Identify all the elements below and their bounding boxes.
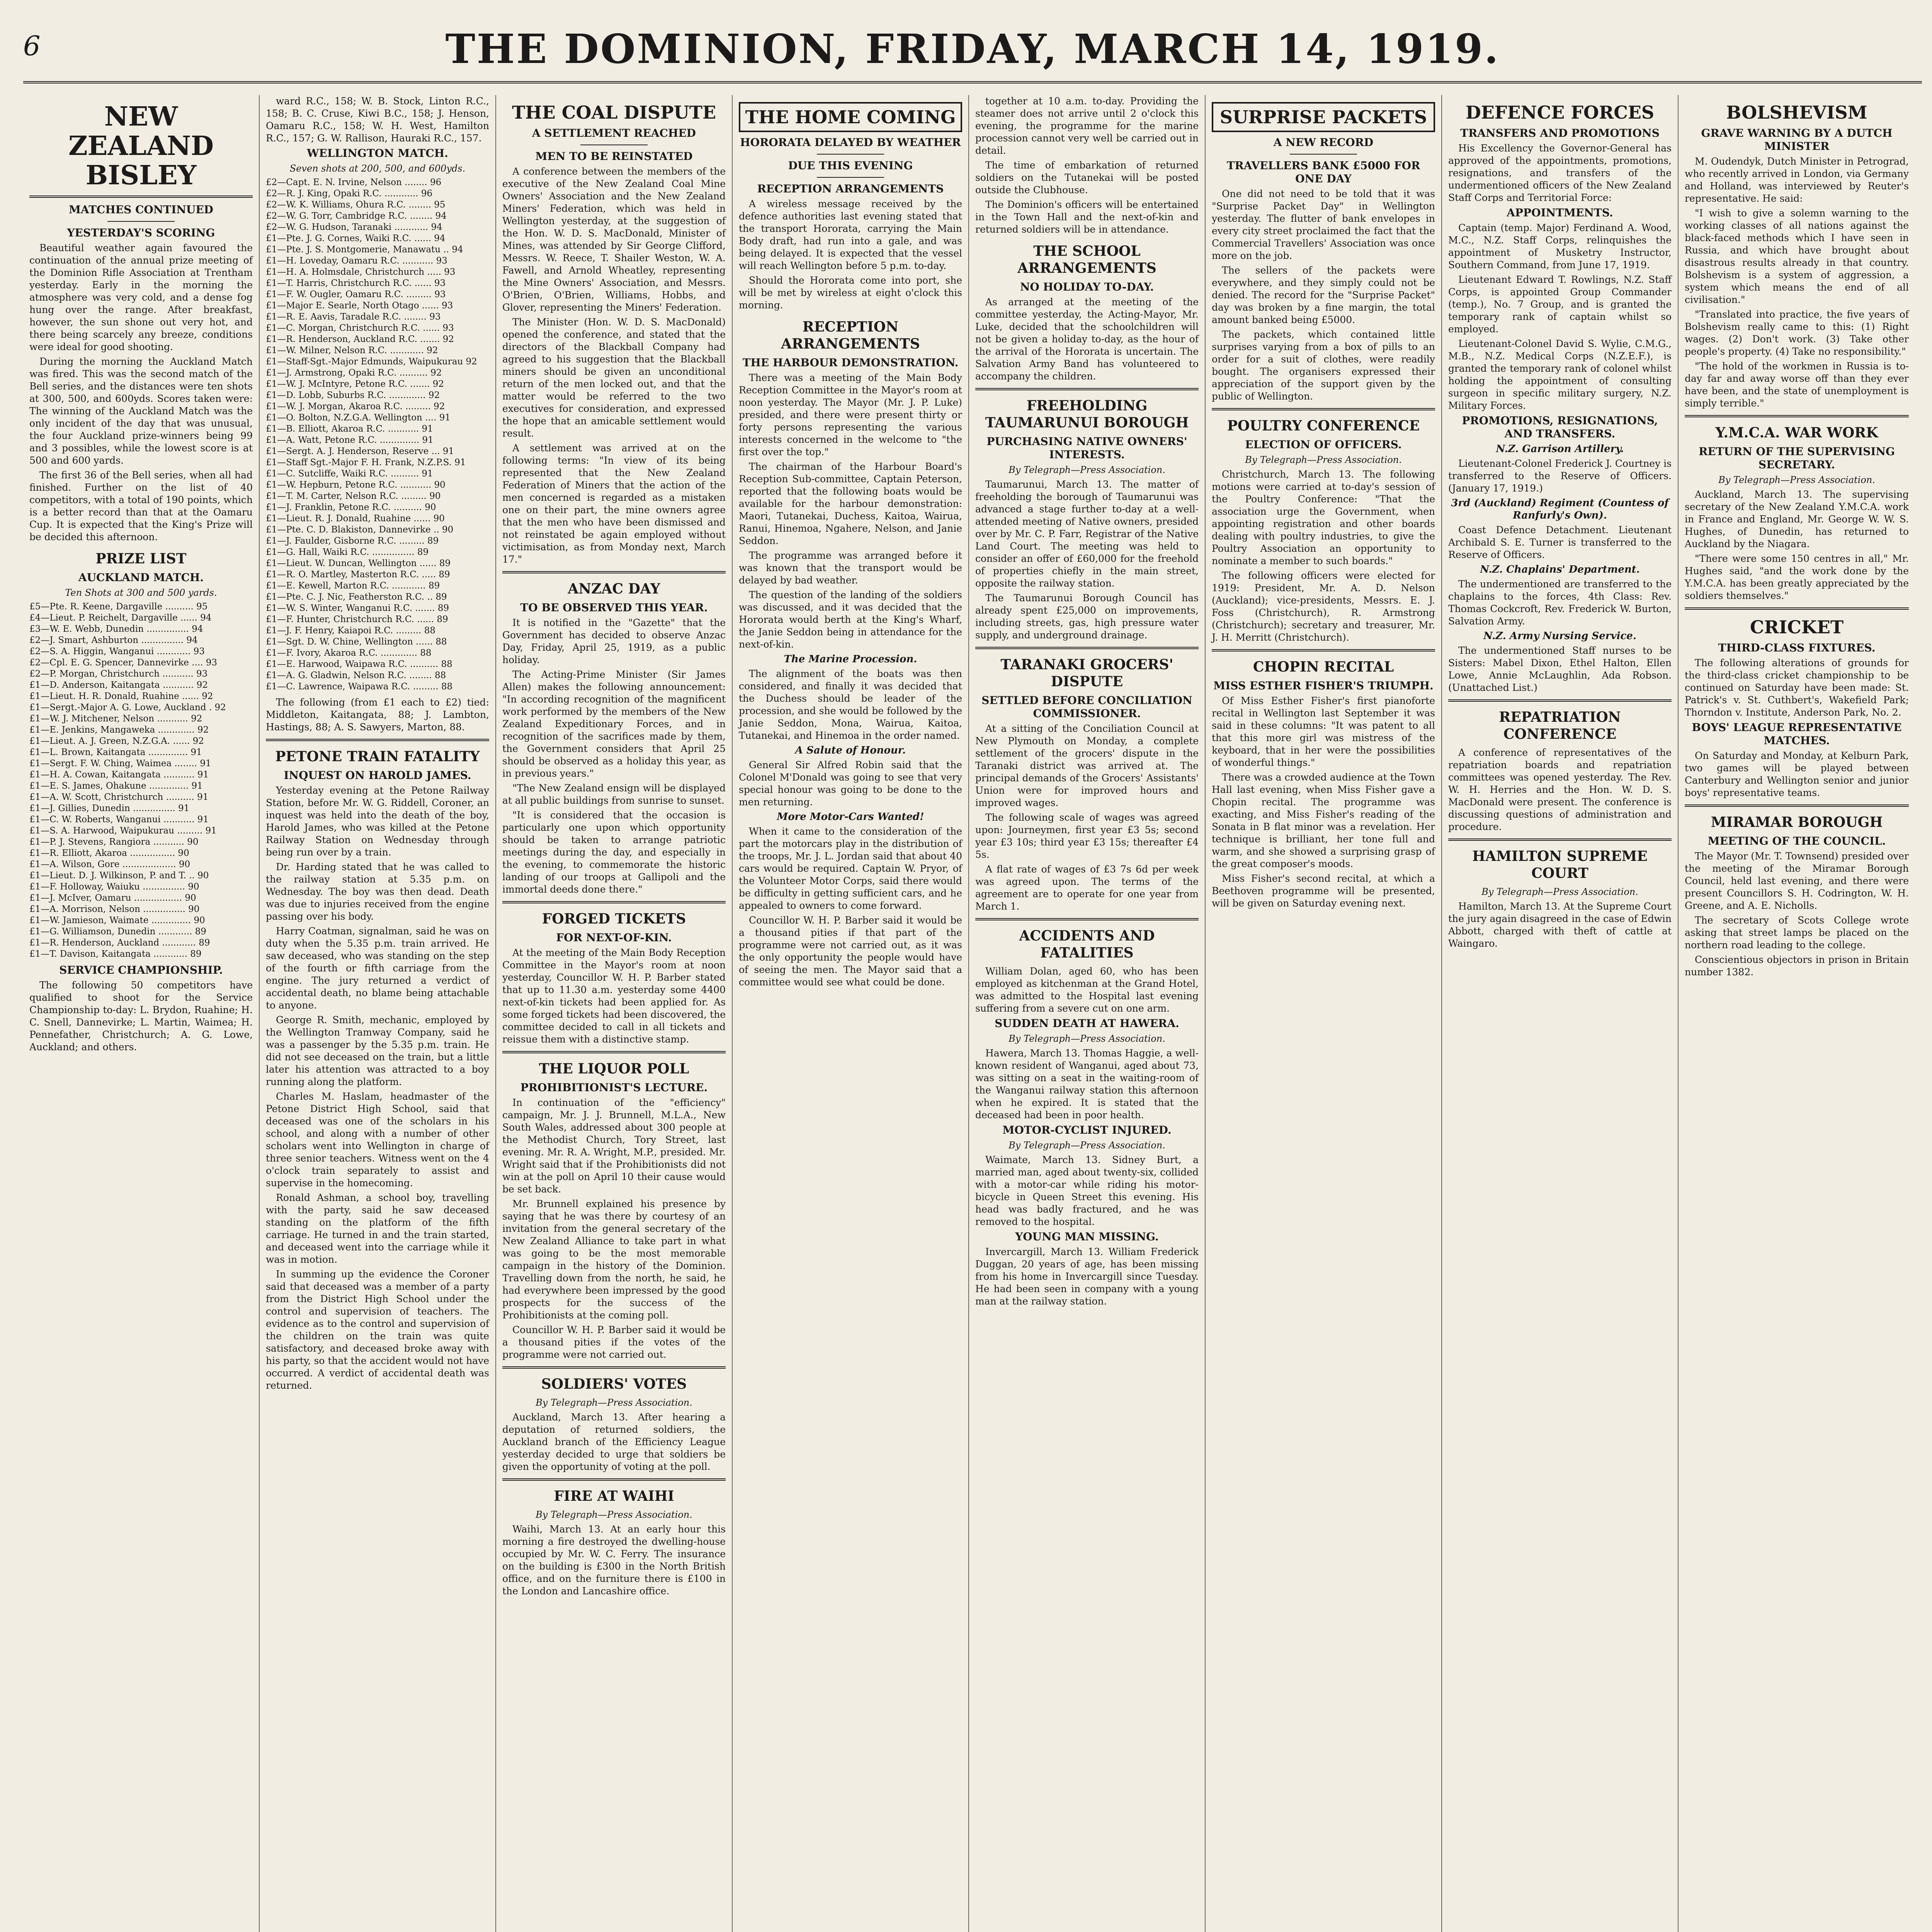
match-distance: Ten Shots at 300 and 500 yards.	[65, 587, 217, 598]
article-paragraph: Hamilton, March 13. At the Supreme Court the jury again disagreed in the case of Edwin Abbott, charged with theft of cattle at Waingaro.	[1448, 901, 1672, 949]
list-item: £1—G. Hall, Waiki R.C. ............... 89	[266, 547, 429, 557]
list-item: £1—E. Harwood, Waipawa R.C. .......... 88	[266, 659, 452, 669]
section-heading: SERVICE CHAMPIONSHIP.	[59, 964, 223, 976]
section-subheading: N.Z. Garrison Artillery.	[1496, 443, 1624, 455]
article-paragraph: The sellers of the packets were everywhere, and they simply could not be denied. The record for the "Surprise Packet" day was broken by a fine margin, the total amount banked being £5000.	[1212, 265, 1435, 325]
byline: By Telegraph—Press Association.	[1481, 886, 1638, 897]
prize-list	[29, 601, 253, 960]
column-7	[1442, 95, 1679, 1932]
list-item: £1—W. J. Morgan, Akaroa R.C. ......... 92	[266, 401, 445, 412]
article-paragraph: Christchurch, March 13. The following motions were carried at to-day's session of the Poultry Conference: "That the association urge the Government, when appointing registration and other boards dealing with poultry industries, to give the Poultry Association an opportunity to nominate a member to such boards."	[1212, 469, 1435, 566]
article-paragraph: Lieutenant-Colonel David S. Wylie, C.M.G., M.B., N.Z. Medical Corps (N.Z.E.F.), is granted the temporary rank of colonel whilst holding the appointment of consulting surgeon in specific military surgery, N.Z. Military Forces.	[1448, 338, 1672, 411]
subheading: YOUNG MAN MISSING.	[1015, 1230, 1159, 1243]
article-paragraph: The packets, which contained little surprises varying from a box of pills to an order for a suit of clothes, were readily bought. The organisers expressed their appreciation of the support given by the public of Wellington.	[1212, 329, 1435, 402]
list-item: £1—E. Kewell, Marton R.C. ............ 89	[266, 581, 440, 591]
article-paragraph: Invercargill, March 13. William Frederick Duggan, 20 years of age, has been missing from his home in Invercargill since Tuesday. He had been seen in company with a young man at the railway station.	[975, 1246, 1199, 1307]
subheading: INQUEST ON HAROLD JAMES.	[284, 769, 471, 782]
article-paragraph: "The hold of the workmen in Russia is to-day far and away worse off than they ever have been, and the state of unemployment is simply terrible."	[1685, 361, 1909, 409]
prize-list-heading: PRIZE LIST	[95, 551, 187, 567]
list-item: £1—J. Armstrong, Opaki R.C. .......... 92	[266, 368, 442, 378]
list-item: £1—Lieut. A. J. Green, N.Z.G.A. ...... 92	[29, 736, 204, 746]
article-paragraph: A flat rate of wages of £3 7s 6d per week was agreed upon. The terms of the agreement are to operate for one year from March 1.	[975, 864, 1199, 912]
list-item: £1—Lieut. R. J. Donald, Ruahine ...... 90	[266, 514, 445, 524]
section-heading: YESTERDAY'S SCORING	[67, 226, 215, 239]
article-paragraph: "It is considered that the occasion is particularly one upon which opportunity should be taken to arrange patriotic meetings during the day, and especially in the evening, to commemorate the historic landing of our troops at Gallipoli and the immortal deeds done there."	[502, 810, 726, 895]
article-headline-hamilton: HAMILTON SUPREME COURT	[1472, 848, 1648, 881]
article-paragraph: It is notified in the "Gazette" that the Government has decided to observe Anzac Day, Friday, April 25, 1919, as a public holiday.	[502, 617, 726, 665]
list-item: £1—E. Jenkins, Mangaweka ............. 92	[29, 725, 209, 735]
byline: By Telegraph—Press Association.	[1718, 474, 1875, 485]
divider	[1685, 415, 1909, 417]
column-6	[1206, 95, 1442, 1932]
list-item: £1—Pte. J. G. Cornes, Waiki R.C. ...... 94	[266, 233, 446, 243]
article-headline-ymca: Y.M.C.A. WAR WORK	[1715, 425, 1878, 441]
subheading: ELECTION OF OFFICERS.	[1245, 438, 1402, 451]
article-paragraph: "Translated into practice, the five years of Bolshevism really came to this: (1) Right wages. (2) Don't work. (3) Take other people's property. (4) Take no responsibility."	[1685, 309, 1909, 357]
divider	[502, 901, 726, 903]
columns	[23, 95, 1922, 1932]
match-distance: Seven shots at 200, 500, and 600yds.	[289, 163, 466, 174]
list-item: £1—J. Faulder, Gisborne R.C. ......... 89	[266, 536, 439, 546]
list-item: £3—W. E. Webb, Dunedin ............... 94	[29, 624, 203, 634]
article-paragraph: At the meeting of the Main Body Reception Committee in the Mayor's room at noon yesterday, Councillor W. H. P. Barber stated that up to 11.30 a.m. yesterday some 4400 next-of-kin tickets had been applied for. As some forged tickets had been discovered, the committee decided to call in all tickets and reissue them with a distinctive stamp.	[502, 947, 726, 1045]
list-item: £1—Pte. J. S. Montgomerie, Manawatu .. 94	[266, 245, 463, 255]
divider	[107, 221, 174, 222]
list-item: £1—A. Watt, Petone R.C. .............. 91	[266, 435, 434, 445]
article-paragraph: The Taumarunui Borough Council has already spent £25,000 on improvements, including streets, gas, high pressure water supply, and underground drainage.	[975, 592, 1199, 641]
article-paragraph: A conference between the members of the executive of the New Zealand Coal Mine Owners' Association and the New Zealand Miners' Federation, which was held in Wellington yesterday, at the suggestion of the Hon. W. D. S. MacDonald, Minister of Mines, was attended by Sir George Clifford, Messrs. W. Reece, T. Shailer Weston, W. A. Fawell, and Arnold Wheatley, representing the Mine Owners' Association, and Messrs. O'Brien, O'Brien, Williams, Hobbs, and Glover, representing the Miners' Federation.	[502, 166, 726, 313]
list-item: £1—J. Gillies, Dunedin ............... 91	[29, 803, 190, 813]
list-item: £2—W. K. Williams, Ohura R.C. ........ 95	[266, 200, 446, 210]
article-paragraph: Should the Hororata come into port, she will be met by wireless at eight o'clock this morning.	[739, 275, 962, 311]
article-paragraph: The following scale of wages was agreed upon: Journeymen, first year £3 5s; second year £3 10s; third year £3 15s; thereafter £4 5s.	[975, 812, 1199, 860]
column-2	[260, 95, 496, 1932]
section-heading: PROMOTIONS, RESIGNATIONS, AND TRANSFERS.	[1462, 414, 1658, 440]
subheading: MEETING OF THE COUNCIL.	[1708, 835, 1886, 847]
list-item: £1—Sergt. F. W. Ching, Waimea ........ 91	[29, 759, 211, 769]
list-item: £1—W. J. Mitchener, Nelson ........... 92	[29, 714, 202, 724]
list-item: £1—H. A. Holmsdale, Christchurch ..... 93	[266, 267, 456, 277]
article-paragraph: "I wish to give a solemn warning to the working classes of all nations against the black-faced methods which I have seen in Russia, and which have brought about disastrous results already in that country. Bolshevism is a system of aggression, a system which means the end of all civilisation."	[1685, 207, 1909, 305]
article-paragraph: Dr. Harding stated that he was called to the railway station at 5.35 p.m. on Wednesday. The boy was then dead. Death was due to injuries received from the engine passing over his body.	[266, 861, 489, 922]
article-paragraph: Coast Defence Detachment. Lieutenant Archibald S. E. Turner is transferred to the Reserve of Officers.	[1448, 524, 1672, 560]
subheading: THE HARBOUR DEMONSTRATION.	[742, 356, 959, 369]
article-headline-grocers: TARANAKI GROCERS' DISPUTE	[1000, 656, 1173, 690]
list-item: £1—F. Ivory, Akaroa R.C. ............. 88	[266, 648, 432, 658]
article-paragraph: There was a meeting of the Main Body Reception Committee in the Mayor's room at noon yesterday. The Mayor (Mr. J. P. Luke) presided, and there were present thirty or forty persons representing the various interests concerned in the welcome to "the first over the top."	[739, 372, 962, 457]
list-item: £1—Major E. Searle, North Otago ...... 93	[266, 301, 453, 311]
article-headline-miramar: MIRAMAR BOROUGH	[1711, 814, 1883, 830]
article-headline-home-coming: THE HOME COMING	[739, 102, 962, 132]
article-paragraph: Councillor W. H. P. Barber said it would be a thousand pities if that part of the programme were not carried out, as it was the only opportunity the people would have of seeing the men. The Mayor said that a committee would see what could be done.	[739, 915, 962, 988]
column-3	[496, 95, 733, 1932]
subheading: RETURN OF THE SUPERVISING SECRETARY.	[1699, 445, 1895, 471]
article-paragraph: One did not need to be told that it was "Surprise Packet Day" in Wellington yesterday. The flutter of bank envelopes in every city street proclaimed the fact that the Commercial Travellers' Association was once more on the job.	[1212, 188, 1435, 261]
divider	[502, 571, 726, 573]
list-item: £1—A. Morrison, Nelson ............... 90	[29, 904, 200, 914]
list-item: £5—Pte. R. Keene, Dargaville .......... 95	[29, 602, 208, 612]
prize-list	[266, 177, 489, 692]
divider	[502, 1478, 726, 1481]
article-paragraph: When it came to the consideration of the part the motorcars play in the distribution of the troops, Mr. J. L. Jordan said that about 40 cars would be required. Captain W. Pryor, of the Volunteer Motor Corps, said there would be difficulty in getting sufficient cars, and he appealed to owners to come forward.	[739, 826, 962, 911]
divider	[1685, 804, 1909, 807]
list-item: £1—Sergt.-Major A. G. Lowe, Auckland . 92	[29, 702, 226, 713]
list-item: £2—W. G. Hudson, Taranaki ............ 94	[266, 222, 442, 232]
list-item: £1—T. Harris, Christchurch R.C. ...... 93	[266, 278, 446, 288]
divider	[817, 154, 884, 155]
article-paragraph: M. Oudendyk, Dutch Minister in Petrograd, who recently arrived in London, via Germany and Holland, was interviewed by Reuter's representative. He said:	[1685, 156, 1909, 204]
section-heading: APPOINTMENTS.	[1507, 206, 1613, 219]
article-paragraph: Ronald Ashman, a school boy, travelling with the party, said he saw deceased standing on the platform of the fifth carriage. He turned in and the train started, and deceased went into the carriage while it was in motion.	[266, 1192, 489, 1265]
list-item: £1—S. A. Harwood, Waipukurau ......... 91	[29, 826, 217, 836]
list-item: £1—W. S. Winter, Wanganui R.C. ....... 89	[266, 603, 449, 613]
list-item: £1—D. Lobb, Suburbs R.C. ............. 92	[266, 390, 440, 400]
list-item: £1—Sgt. D. W. Chine, Wellington ...... 88	[266, 637, 447, 647]
article-paragraph: Auckland, March 13. After hearing a deputation of returned soldiers, the Auckland branch of the Efficiency League yesterday decided to urge that soldiers be given the opportunity of voting at the poll.	[502, 1412, 726, 1472]
article-paragraph: Waimate, March 13. Sidney Burt, a married man, aged about twenty-six, collided with a motor-car while riding his motor-bicycle in Queen Street this evening. His head was badly fractured, and he was removed to the hospital.	[975, 1154, 1199, 1227]
list-item: £1—H. Loveday, Oamaru R.C. ........... 93	[266, 256, 447, 266]
list-item: £1—P. J. Stevens, Rangiora ........... 90	[29, 837, 199, 847]
byline: By Telegraph—Press Association.	[1009, 464, 1165, 475]
section-heading: RECEPTION ARRANGEMENTS	[781, 319, 920, 352]
article-paragraph: At a sitting of the Conciliation Council at New Plymouth on Monday, a complete settlement of the grocers' dispute in the Taranaki district was arrived at. The principal demands of the Grocers' Assistants' Union were for improved hours and improved wages.	[975, 723, 1199, 808]
article-paragraph: Waihi, March 13. At an early hour this morning a fire destroyed the dwelling-house occupied by Mr. W. C. Ferry. The insurance on the building is £300 in the North British office, and on the furniture there is £100 in the London and Lancashire office.	[502, 1524, 726, 1597]
section-subheading: N.Z. Army Nursing Service.	[1483, 630, 1636, 642]
match-heading: WELLINGTON MATCH.	[307, 147, 448, 160]
byline: By Telegraph—Press Association.	[536, 1509, 692, 1520]
list-item: £1—W. Milner, Nelson R.C. ............ 92	[266, 345, 438, 355]
subheading: A SETTLEMENT REACHED	[532, 127, 696, 139]
subheading: DUE THIS EVENING	[788, 159, 913, 172]
list-item: £1—Lieut. W. Duncan, Wellington ...... 89	[266, 558, 451, 568]
list-item: £1—A. G. Gladwin, Nelson R.C. ........ 88	[266, 670, 446, 680]
list-item: £1—Lieut. D. J. Wilkinson, P. and T. .. 90	[29, 871, 209, 881]
article-headline-coal: THE COAL DISPUTE	[512, 102, 716, 123]
article-paragraph: The secretary of Scots College wrote asking that street lamps be placed on the northern road leading to the college.	[1685, 915, 1909, 951]
article-paragraph: "There were some 150 centres in all," Mr. Hughes said, "and the work done by the Y.M.C.A. has been greatly appreciated by the soldiers themselves."	[1685, 553, 1909, 601]
article-paragraph: "The New Zealand ensign will be displayed at all public buildings from sunrise to sunset.	[502, 782, 726, 806]
article-paragraph: William Dolan, aged 60, who has been employed as kitchenman at the Grand Hotel, was admitted to the Hospital last evening suffering from a severe cut on one arm.	[975, 966, 1199, 1014]
list-item: £1—Pte. C. J. Nic, Featherston R.C. .. 89	[266, 592, 447, 602]
divider	[502, 1366, 726, 1369]
article-headline-poultry: POULTRY CONFERENCE	[1227, 418, 1420, 434]
list-item: £2—W. G. Torr, Cambridge R.C. ........ 94	[266, 211, 447, 221]
subheading: THIRD-CLASS FIXTURES.	[1718, 641, 1876, 654]
divider	[1290, 154, 1357, 155]
list-item: £1—A. W. Scott, Christchurch .......... 91	[29, 792, 209, 802]
list-item: £1—B. Elliott, Akaroa R.C. ........... 91	[266, 424, 433, 434]
subheading: MATCHES CONTINUED	[69, 203, 213, 216]
article-headline-chopin: CHOPIN RECITAL	[1253, 659, 1394, 675]
match-heading: AUCKLAND MATCH.	[78, 571, 204, 584]
section-subheading: The Marine Procession.	[784, 653, 917, 665]
article-headline-accidents: ACCIDENTS AND FATALITIES	[1019, 928, 1155, 961]
list-item: £1—W. Jamieson, Waimate .............. 90	[29, 915, 205, 925]
article-paragraph: In summing up the evidence the Coroner said that deceased was a member of a party from the District High School under the control and supervision of teachers. The evidence as to the control and supervision of the children on the train was quite satisfactory, and deceased broke away with his party, so that the accident would not have occurred. A verdict of accidental death was returned.	[266, 1269, 489, 1391]
article-headline-bisley: NEW ZEALAND BISLEY	[68, 101, 214, 191]
article-paragraph: As arranged at the meeting of the committee yesterday, the Acting-Mayor, Mr. Luke, decided that the schoolchildren will not be given a holiday to-day, as the hour of the arrival of the Hororata is uncertain. The Salvation Army Band has volunteered to accompany the children.	[975, 296, 1199, 382]
article-paragraph: During the morning the Auckland Match was fired. This was the second match of the Bell series, and the distances were ten shots at 300, 500, and 600yds. Scores taken were: The winning of the Auckland Match was the only incident of the day that was unusual, the four Auckland prize-winners being 99 and 3 possibles, while the lowest score is at 500 and 600 yards.	[29, 356, 253, 466]
subheading: PROHIBITIONIST'S LECTURE.	[520, 1081, 708, 1094]
article-paragraph: The following (from £1 each to £2) tied: Middleton, Kaitangata, 88; J. Lambton, Hastings, 88; A. S. Sawyers, Marton, 88.	[266, 697, 489, 733]
list-item: £1—W. Hepburn, Petone R.C. ........... 90	[266, 480, 446, 490]
article-paragraph: The time of embarkation of returned soldiers on the Tutanekai will be posted outside the Clubhouse.	[975, 160, 1199, 196]
article-headline-anzac: ANZAC DAY	[568, 581, 660, 597]
article-paragraph: The Acting-Prime Minister (Sir James Allen) makes the following announcement: "In according recognition of the magnificent work performed by the members of the New Zealand Expeditionary Forces, and in recognition of the sacrifices made by them, the Government considers that April 25 should be observed as a holiday this year, as in previous years."	[502, 669, 726, 779]
list-item: £1—C. Sutcliffe, Waiki R.C. .......... 91	[266, 469, 433, 479]
article-paragraph: Mr. Brunnell explained his presence by saying that he was there by courtesy of an invitation from the general secretary of the New Zealand Alliance to take part in what was going to be the most memorable campaign in the history of the Dominion. Travelling down from the north, he said, he had everywhere been impressed by the good prospects for the success of the Prohibitionists at the coming poll.	[502, 1198, 726, 1321]
article-paragraph: Captain (temp. Major) Ferdinand A. Wood, M.C., N.Z. Staff Corps, relinquishes the appointment of Musketry Instructor, Southern Command, from June 17, 1919.	[1448, 222, 1672, 270]
list-item: £1—J. Franklin, Petone R.C. .......... 90	[266, 502, 436, 512]
article-headline-defence: DEFENCE FORCES	[1465, 102, 1655, 123]
article-paragraph: Lieutenant Edward T. Rowlings, N.Z. Staff Corps, is appointed Group Commander (temp.), No. 7 Group, and is granted the temporary rank of captain whilst so employed.	[1448, 274, 1672, 335]
article-paragraph: Of Miss Esther Fisher's first pianoforte recital in Wellington last September it was said in these columns: "It was patent to all that this more girl was mistress of the keyboard, that in her were the possibilities of wonderful things."	[1212, 695, 1435, 768]
divider	[266, 739, 489, 741]
article-headline-bolshevism: BOLSHEVISM	[1726, 102, 1867, 123]
list-item: £2—Capt. E. N. Irvine, Nelson ........ 96	[266, 177, 442, 187]
article-headline-repatriation: REPATRIATION CONFERENCE	[1499, 709, 1621, 742]
list-item: £2—R. J. King, Opaki R.C. ............ 96	[266, 189, 433, 199]
list-item: £1—Lieut. H. R. Donald, Ruahine ...... 92	[29, 691, 213, 701]
article-paragraph: The chairman of the Harbour Board's Reception Sub-committee, Captain Peterson, reported that the following boats would be available for the harbour demonstration: Maori, Tutanekai, Duchess, Kaitoa, Wairua, Ranui, Hinemoa, Ngahere, Nelson, and Janie Seddon.	[739, 461, 962, 546]
article-paragraph: His Excellency the Governor-General has approved of the appointments, promotions, resignations, and transfers of the undermentioned officers of the New Zealand Staff Corps and Territorial Force:	[1448, 143, 1672, 203]
list-item: £2—Cpl. E. G. Spencer, Dannevirke .... 93	[29, 658, 218, 668]
divider	[1448, 699, 1672, 702]
byline: By Telegraph—Press Association.	[1245, 454, 1402, 465]
list-item: £1—Staff Sgt.-Major F. H. Frank, N.Z.P.S. 91	[266, 457, 466, 468]
article-paragraph: The Minister (Hon. W. D. S. MacDonald) opened the conference, and stated that the directors of the Blackball Company had agreed to his suggestion that the Blackball miners should be given an unconditional return of the men locked out, and that the matter would be referred to the two executives for consideration, and expressed the hope that an amicable settlement would result.	[502, 316, 726, 439]
article-paragraph: Miss Fisher's second recital, at which a Beethoven programme will be presented, will be given on Saturday evening next.	[1212, 873, 1435, 909]
column-4	[733, 95, 969, 1932]
byline: By Telegraph—Press Association.	[1009, 1140, 1165, 1151]
article-headline-surprise-packets: SURPRISE PACKETS	[1212, 102, 1435, 132]
article-headline-taumarunui: FREEHOLDING TAUMARUNUI BOROUGH	[985, 398, 1189, 431]
article-headline-liquor: THE LIQUOR POLL	[539, 1061, 689, 1077]
masthead-title: THE DOMINION, FRIDAY, MARCH 14, 1919.	[445, 25, 1500, 73]
article-headline-tickets: FORGED TICKETS	[542, 911, 686, 927]
section-subheading: More Motor-Cars Wanted!	[777, 811, 924, 823]
article-paragraph: Conscientious objectors in prison in Britain number 1382.	[1685, 954, 1909, 978]
subheading: A NEW RECORD	[1273, 136, 1374, 149]
article-paragraph: Harry Coatman, signalman, said he was on duty when the 5.35 p.m. train arrived. He saw deceased, who was standing on the step of the fourth or fifth carriage from the engine. The jury returned a verdict of accidental death, no blame being attachable to anyone.	[266, 925, 489, 1011]
article-paragraph: The Mayor (Mr. T. Townsend) presided over the meeting of the Miramar Borough Council, held last evening, and there were present Councillors S. H. Codrington, W. H. Greene, and A. E. Nicholls.	[1685, 850, 1909, 911]
subheading: HORORATA DELAYED BY WEATHER	[740, 136, 961, 149]
column-1	[23, 95, 260, 1932]
article-paragraph: The alignment of the boats was then considered, and finally it was decided that the Duchess should be leader of the procession, and she would be followed by the Janie Seddon, Mona, Wairua, Kaitoa, Tutanekai, and Hinemoa in the order named.	[739, 668, 962, 741]
section-subheading: N.Z. Chaplains' Department.	[1480, 564, 1640, 575]
list-item: £1—E. S. James, Ohakune .............. 91	[29, 781, 203, 791]
article-paragraph: Charles M. Haslam, headmaster of the Petone District High School, said that deceased was one of the scholars in his school, and along with a number of other scholars went into Wellington in charge of three senior teachers. Witness went on the 4 o'clock train separately to assist and supervise in the homecoming.	[266, 1091, 489, 1189]
article-paragraph: A wireless message received by the defence authorities last evening stated that the transport Hororata, carrying the Main Body draft, had run into a gale, and was being delayed. It is expected that the vessel will reach Wellington before 5 p.m. to-day.	[739, 198, 962, 271]
subheading: MOTOR-CYCLIST INJURED.	[1002, 1124, 1172, 1136]
list-item: £1—W. J. McIntyre, Petone R.C. ....... 92	[266, 379, 444, 389]
list-item: £1—R. Henderson, Auckland ............ 89	[29, 938, 210, 948]
divider	[975, 918, 1199, 920]
article-headline-fire: FIRE AT WAIHI	[554, 1488, 674, 1504]
subheading: SETTLED BEFORE CONCILIATION COMMISSIONER.	[981, 694, 1192, 720]
subheading: BOYS' LEAGUE REPRESENTATIVE MATCHES.	[1692, 721, 1902, 747]
list-item: £1—R. Henderson, Auckland R.C. ....... 92	[266, 334, 454, 344]
list-item: £1—D. Anderson, Kaitangata ........... 92	[29, 680, 208, 690]
article-paragraph: The first 36 of the Bell series, when all had finished. Further on the list of 40 competitors, with a total of 190 points, which is a better record than that at the Oamaru Cup. It is expected that the King's Prize will be decided this afternoon.	[29, 469, 253, 543]
list-item: £1—Staff-Sgt.-Major Edmunds, Waipukurau 92	[266, 357, 477, 367]
masthead	[23, 23, 1922, 83]
subheading: TRAVELLERS BANK £5000 FOR ONE DAY	[1226, 159, 1420, 185]
list-item: £2—J. Smart, Ashburton ............... 94	[29, 635, 198, 645]
list-item: £1—C. W. Roberts, Wanganui ........... 91	[29, 815, 209, 825]
subheading: TRANSFERS AND PROMOTIONS	[1460, 127, 1660, 139]
article-paragraph: together at 10 a.m. to-day. Providing the steamer does not arrive until 2 o'clock this evening, the programme for the marine procession cannot very well be carried out in detail.	[975, 95, 1199, 156]
divider	[817, 177, 884, 178]
article-paragraph: Beautiful weather again favoured the continuation of the annual prize meeting of the Dominion Rifle Association at Trentham yesterday. Early in the morning the atmosphere was very cold, and a dense fog hung over the range. After breakfast, however, the sun shone out very hot, and there being scarcely any breeze, conditions were ideal for good shooting.	[29, 242, 253, 352]
divider	[1212, 649, 1435, 651]
list-item: £1—R. O. Martley, Masterton R.C. ..... 89	[266, 570, 450, 580]
list-item: £1—T. M. Carter, Nelson R.C. ......... 90	[266, 491, 441, 501]
divider	[1448, 838, 1672, 841]
list-item: £1—C. Morgan, Christchurch R.C. ...... 93	[266, 323, 454, 333]
article-paragraph: A settlement was arrived at on the following terms: "In view of its being represented that the New Zealand Federation of Miners that the action of the men concerned is regarded as a mistaken one on their part, the mine owners agree that the men who have been dismissed and not reinstated be again employed without victimisation, as from Monday next, March 17."	[502, 442, 726, 565]
subheading: RECEPTION ARRANGEMENTS	[757, 182, 944, 195]
section-subheading: 3rd (Auckland) Regiment (Countess of Ranfurly's Own).	[1451, 497, 1669, 521]
divider	[975, 647, 1199, 649]
subheading: PURCHASING NATIVE OWNERS' INTERESTS.	[986, 435, 1187, 461]
page-number: 6	[23, 30, 41, 62]
article-headline-cricket: CRICKET	[1750, 617, 1844, 638]
list-item: £1—R. Elliott, Akaroa ................ 90	[29, 848, 189, 858]
article-paragraph: The following alterations of grounds for the third-class cricket championship to be continued on Saturday have been made: St. Patrick's v. St. Cuthbert's, Wakefield Park; Thorndon v. Institute, Anderson Park, No. 2.	[1685, 657, 1909, 718]
list-item: £1—G. Williamson, Dunedin ............ 89	[29, 927, 206, 937]
list-item: £2—P. Morgan, Christchurch ........... 93	[29, 669, 208, 679]
list-item: £1—Pte. C. D. Blakiston, Dannevirke .. 90	[266, 525, 454, 535]
list-item: £1—F. W. Ougler, Oamaru R.C. ......... 93	[266, 289, 446, 299]
article-paragraph: A conference of representatives of the repatriation boards and repatriation committees was opened yesterday. The Rev. W. H. Herries and the Hon. W. D. S. MacDonald were present. The conference is discussing questions of administration and procedure.	[1448, 747, 1672, 832]
article-paragraph: In continuation of the "efficiency" campaign, Mr. J. J. Brunnell, M.L.A., New South Wales, addressed about 300 people at the Methodist Church, Tory Street, last evening. Mr. R. A. Wright, M.P., presided. Mr. Wright said that if the Prohibitionists did not win at the poll on April 10 their cause would be set back.	[502, 1097, 726, 1195]
article-paragraph: The Dominion's officers will be entertained in the Town Hall and the next-of-kin and returned soldiers will be in attendance.	[975, 199, 1199, 235]
divider	[502, 1051, 726, 1053]
list-item: £1—T. Davison, Kaitangata ............ 89	[29, 949, 202, 959]
divider	[29, 196, 253, 198]
article-paragraph: Auckland, March 13. The supervising secretary of the New Zealand Y.M.C.A. work in France and England, Mr. George W. W. S. Hughes, of Dunedin, has returned to Auckland by the Niagara.	[1685, 489, 1909, 549]
article-paragraph: The undermentioned Staff nurses to be Sisters: Mabel Dixon, Ethel Halton, Ellen Lowe, Annie McLaughlin, Ada Robson. (Unattached List.)	[1448, 645, 1672, 693]
article-paragraph: Hawera, March 13. Thomas Haggie, a well-known resident of Wanganui, aged about 73, was sitting on a seat in the waiting-room of the Wanganui railway station this afternoon when he expired. It is stated that the deceased had been in poor health.	[975, 1048, 1199, 1121]
article-paragraph: Lieutenant-Colonel Frederick J. Courtney is transferred to the Reserve of Officers. (January 17, 1919.)	[1448, 458, 1672, 494]
article-headline-soldiers-votes: SOLDIERS' VOTES	[541, 1376, 687, 1392]
list-item: £1—J. McIver, Oamaru ................. 90	[29, 893, 196, 903]
byline: By Telegraph—Press Association.	[1009, 1033, 1165, 1044]
article-paragraph: The following 50 competitors have qualified to shoot for the Service Championship to-day: L. Brydon, Ruahine; H. C. Snell, Dannevirke; L. Martin, Waimea; H. Pennefather, Christchurch; A. G. Lowe, Auckland; and others.	[29, 980, 253, 1053]
article-paragraph: George R. Smith, mechanic, employed by the Wellington Tramway Company, said he was a passenger by the 5.35 p.m. train. He did not see deceased on the train, but a little later his attention was attracted to a boy running along the platform.	[266, 1014, 489, 1087]
column-8	[1679, 95, 1915, 1932]
subheading: TO BE OBSERVED THIS YEAR.	[520, 601, 708, 614]
list-item: £1—L. Brown, Kaitangata .............. 91	[29, 747, 202, 757]
list-item: £1—J. F. Henry, Kaiapoi R.C. ......... 88	[266, 626, 435, 636]
article-headline-petone: PETONE TRAIN FATALITY	[275, 748, 480, 765]
article-paragraph: The question of the landing of the soldiers was discussed, and it was decided that the Hororata would berth at the King's Wharf, the Janie Seddon being in attendance for the next-of-kin.	[739, 589, 962, 650]
article-paragraph: There was a crowded audience at the Town Hall last evening, when Miss Fisher gave a Chopin recital. The programme was exacting, and Miss Fisher's reading of the Sonata in B flat minor was a revelation. Her technique is brilliant, her tone full and warm, and she showed a surprising grasp of the great composer's moods.	[1212, 772, 1435, 869]
article-paragraph: On Saturday and Monday, at Kelburn Park, two games will be played between Canterbury and Wellington senior and junior boys' representative teams.	[1685, 750, 1909, 798]
article-paragraph: The programme was arranged before it was known that the transport would be delayed by bad weather.	[739, 550, 962, 586]
section-heading: THE SCHOOL ARRANGEMENTS	[1017, 243, 1156, 276]
article-paragraph: The following officers were elected for 1919: President, Mr. A. D. Nelson (Auckland); vice-presidents, Messrs. E. J. Foss (Christchurch), R. Armstrong (Christchurch); secretary and treasurer, Mr. J. H. Merritt (Christchurch).	[1212, 570, 1435, 643]
subheading: MISS ESTHER FISHER'S TRIUMPH.	[1213, 679, 1434, 692]
byline: By Telegraph—Press Association.	[536, 1397, 692, 1408]
article-paragraph: General Sir Alfred Robin said that the Colonel M'Donald was going to see that very special honour was going to be done to the men returning.	[739, 759, 962, 808]
column-5	[969, 95, 1206, 1932]
list-item: £1—Sergt. A. J. Henderson, Reserve ... 91	[266, 446, 454, 456]
list-item: £2—S. A. Higgin, Wanganui ............ 93	[29, 646, 205, 656]
article-paragraph: Taumarunui, March 13. The matter of freeholding the borough of Taumarunui was advanced a stage further to-day at a well-attended meeting of Native owners, presided over by Mr. C. P. Farr, Registrar of the Native Land Court. The meeting was held to consider an offer of £60,000 for the freehold of properties chiefly in the main street, opposite the railway station.	[975, 479, 1199, 589]
subheading: NO HOLIDAY TO-DAY.	[1020, 281, 1154, 293]
article-paragraph: Councillor W. H. P. Barber said it would be a thousand pities if the votes of the programme were not carried out.	[502, 1324, 726, 1360]
list-item: £1—O. Bolton, N.Z.G.A. Wellington .... 91	[266, 413, 451, 423]
divider	[975, 388, 1199, 390]
list-item: £1—F. Hunter, Christchurch R.C. ...... 89	[266, 614, 448, 624]
subheading: SUDDEN DEATH AT HAWERA.	[995, 1017, 1179, 1030]
list-item: £4—Lieut. P. Reichelt, Dargaville ...... 94	[29, 613, 212, 623]
list-item: £1—H. A. Cowan, Kaitangata ........... 91	[29, 770, 209, 780]
divider	[1212, 408, 1435, 410]
list-item: £1—C. Lawrence, Waipawa R.C. ......... 88	[266, 682, 453, 692]
list-item: £1—A. Wilson, Gore ................... 90	[29, 859, 190, 869]
article-paragraph: Yesterday evening at the Petone Railway Station, before Mr. W. G. Riddell, Coroner, an inquest was held into the death of the boy, Harold James, who was killed at the Petone Railway Station on Wednesday through being run over by a train.	[266, 785, 489, 858]
article-paragraph: ward R.C., 158; W. B. Stock, Linton R.C., 158; B. C. Cruse, Kiwi B.C., 158; J. Henson, Oamaru R.C., 158; W. H. West, Hamilton R.C., 157; G. W. Rallison, Hauraki R.C., 157.	[266, 95, 489, 144]
subheading: GRAVE WARNING BY A DUTCH MINISTER	[1701, 127, 1893, 153]
subheading: MEN TO BE REINSTATED	[535, 150, 693, 163]
list-item: £1—F. Holloway, Waiuku ............... 90	[29, 882, 199, 892]
section-subheading: A Salute of Honour.	[795, 745, 906, 756]
article-paragraph: The undermentioned are transferred to the chaplains to the forces, 4th Class: Rev. Thomas Cockcroft, Rev. Frederick W. Burton, Salvation Army.	[1448, 578, 1672, 627]
list-item: £1—R. E. Aavis, Taradale R.C. ........ 93	[266, 312, 441, 322]
divider	[1685, 607, 1909, 610]
subheading: FOR NEXT-OF-KIN.	[556, 931, 672, 944]
